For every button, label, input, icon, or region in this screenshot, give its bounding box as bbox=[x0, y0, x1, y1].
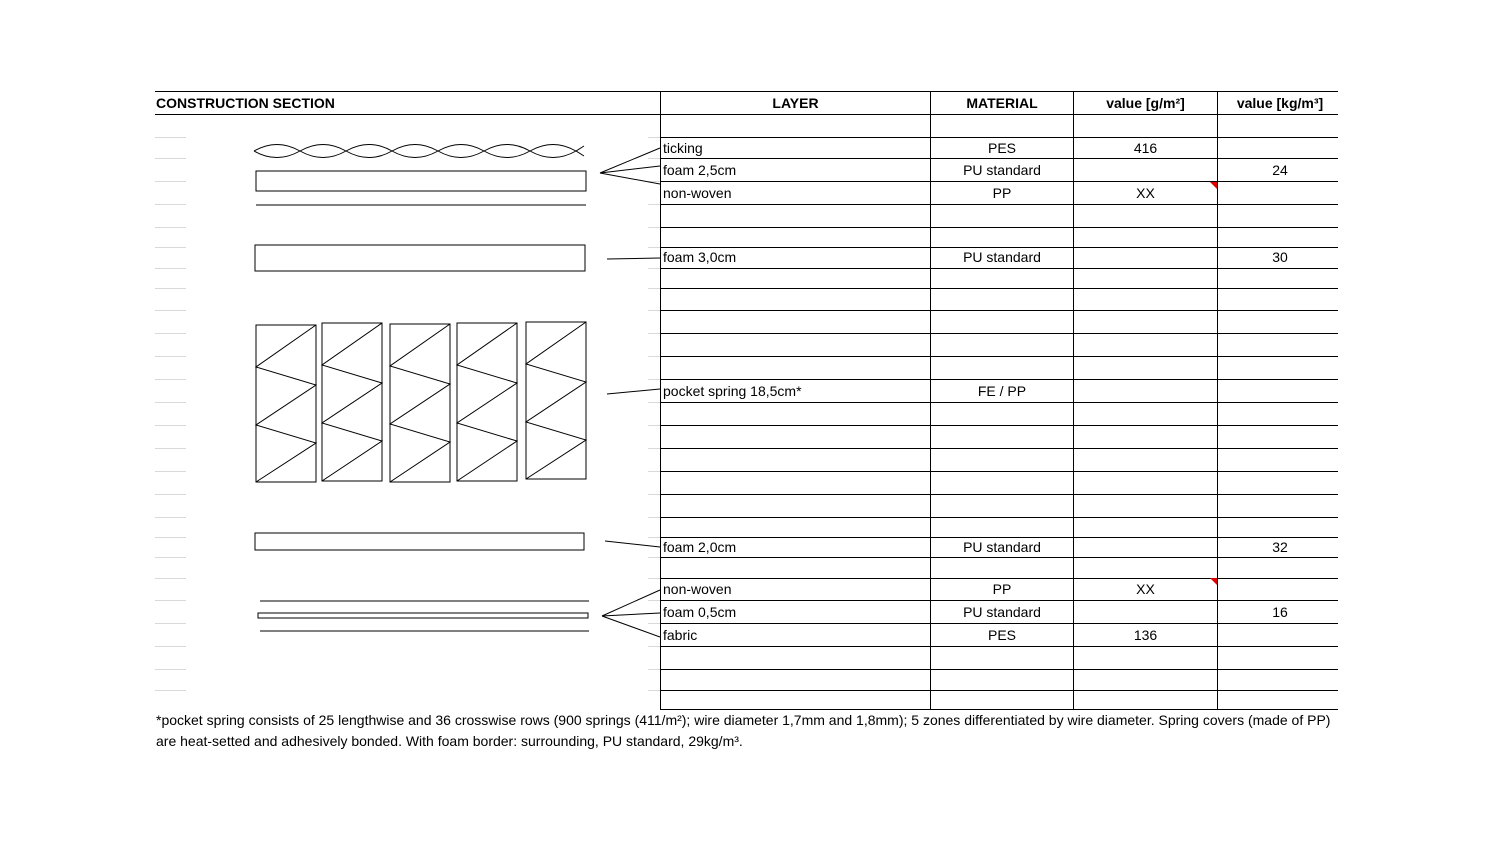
material-cell[interactable]: PU standard bbox=[963, 539, 1041, 555]
value-gm2-cell[interactable] bbox=[1074, 601, 1217, 623]
layer-cell[interactable]: foam 2,0cm bbox=[663, 539, 737, 555]
material-header: MATERIAL bbox=[966, 95, 1038, 111]
value-gm2-cell[interactable] bbox=[1074, 159, 1217, 181]
comment-marker[interactable] bbox=[1210, 182, 1217, 189]
layer-cell[interactable]: non-woven bbox=[663, 185, 732, 201]
material-cell[interactable]: PU standard bbox=[963, 604, 1041, 620]
value-kgm3-header: value [kg/m³] bbox=[1236, 95, 1324, 111]
layer-cell[interactable]: pocket spring 18,5cm* bbox=[663, 383, 802, 399]
value-gm2-cell[interactable]: 136 bbox=[1133, 627, 1158, 643]
leader-foam-2-0 bbox=[605, 541, 660, 547]
layer-cell[interactable]: foam 3,0cm bbox=[663, 249, 737, 265]
material-cell[interactable]: PES bbox=[987, 140, 1016, 156]
material-cell[interactable]: PU standard bbox=[963, 162, 1041, 178]
value-kgm3-cell[interactable]: 30 bbox=[1272, 249, 1288, 265]
layer-cell[interactable]: foam 2,5cm bbox=[663, 162, 737, 178]
construction-section-header: CONSTRUCTION SECTION bbox=[156, 95, 335, 111]
leader-pocket-spring bbox=[607, 389, 660, 394]
material-cell[interactable]: FE / PP bbox=[977, 383, 1027, 399]
foam-2-0-shape bbox=[255, 533, 584, 550]
value-gm2-cell[interactable]: 416 bbox=[1133, 140, 1158, 156]
material-cell[interactable]: PES bbox=[987, 627, 1016, 643]
value-gm2-cell[interactable] bbox=[1074, 536, 1217, 558]
pocket-spring-shape bbox=[256, 322, 586, 482]
value-kgm3-cell[interactable]: 16 bbox=[1272, 604, 1288, 620]
value-kgm3-cell[interactable] bbox=[1218, 182, 1342, 204]
value-kgm3-cell[interactable] bbox=[1218, 380, 1342, 402]
layer-cell[interactable]: non-woven bbox=[663, 581, 732, 597]
material-cell[interactable]: PU standard bbox=[963, 249, 1041, 265]
leader-foam-0-5 bbox=[602, 613, 660, 616]
leader-fabric bbox=[602, 616, 660, 637]
value-gm2-cell[interactable] bbox=[1074, 246, 1217, 268]
construction-drawing bbox=[254, 145, 660, 638]
material-cell[interactable]: PP bbox=[992, 185, 1012, 201]
value-gm2-cell[interactable]: XX bbox=[1136, 185, 1155, 201]
value-kgm3-cell[interactable]: 32 bbox=[1272, 539, 1288, 555]
footnote: *pocket spring consists of 25 lengthwise and 36 crosswise rows (900 springs (411/m²); wire diameter 1,7mm and 1,8mm); 5 zones differentiated by wire diameter. Spring covers (made of PP) are heat-setted and adhesively bonded. With foam border: surrounding, PU standard, 29kg/m³. bbox=[156, 712, 1331, 749]
comment-marker[interactable] bbox=[1210, 578, 1217, 585]
ticking-wave bbox=[254, 145, 584, 158]
foam-0-5-shape bbox=[258, 613, 588, 618]
value-gm2-cell[interactable] bbox=[1074, 380, 1217, 402]
layer-cell[interactable]: fabric bbox=[663, 627, 698, 643]
value-gm2-header: value [g/m²] bbox=[1106, 95, 1185, 111]
material-cell[interactable]: PP bbox=[992, 581, 1012, 597]
layer-header: LAYER bbox=[772, 95, 819, 111]
layer-cell[interactable]: ticking bbox=[663, 140, 703, 156]
value-kgm3-cell[interactable] bbox=[1218, 137, 1342, 159]
value-gm2-cell[interactable]: XX bbox=[1136, 581, 1155, 597]
value-kgm3-cell[interactable] bbox=[1218, 624, 1342, 646]
value-kgm3-cell[interactable]: 24 bbox=[1272, 162, 1288, 178]
leader-non-woven-top bbox=[600, 173, 660, 184]
layer-cell[interactable]: foam 0,5cm bbox=[663, 604, 737, 620]
value-kgm3-cell[interactable] bbox=[1218, 578, 1342, 600]
foam-2-5-shape bbox=[256, 171, 586, 191]
leader-foam-3-0 bbox=[607, 258, 660, 259]
foam-3-0-shape bbox=[255, 245, 585, 271]
leader-non-woven-bottom bbox=[602, 590, 660, 616]
